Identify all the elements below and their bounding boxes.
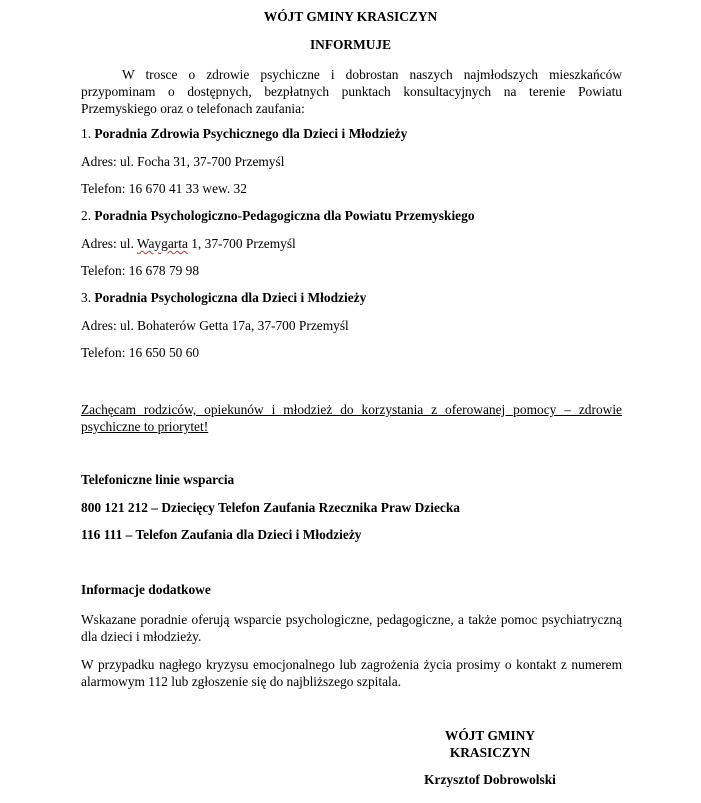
clinic-3-phone: Telefon: 16 650 50 60 — [81, 345, 200, 360]
clinic-3-number: 3. — [81, 290, 92, 305]
clinic-1-heading — [81, 126, 407, 142]
signature-name: Krzysztof Dobrowolski — [424, 772, 556, 787]
document-subtitle: INFORMUJE — [309, 37, 392, 52]
clinic-2-number: 2. — [81, 208, 92, 223]
intro-paragraph: W trosce o zdrowie psychiczne i dobrostan naszych najmłodszych mieszkańców przypominam o dostępnych, bezpłatnych punktach konsultacyjnych na terenie Powiatu Przemyskiego oraz o telefonach zaufania: — [81, 67, 622, 116]
additional-paragraph-1: Wskazane poradnie oferują wsparcie psychologiczne, pedagogiczne, a także pomoc psychiatryczną dla dzieci i młodzieży. — [81, 612, 622, 644]
clinic-1-name: Poradnia Zdrowia Psychicznego dla Dzieci i Młodzieży — [94, 126, 408, 141]
signature-title-line-1: WÓJT GMINY — [444, 728, 536, 743]
clinic-2-phone: Telefon: 16 678 79 98 — [81, 263, 200, 278]
additional-paragraph-2: W przypadku nagłego kryzysu emocjonalnego lub zagrożenia życia prosimy o kontakt z numerem alarmowym 112 lub zgłoszenie się do najbliższego szpitala. — [81, 657, 622, 689]
clinic-3-address: Adres: ul. Bohaterów Getta 17a, 37-700 Przemyśl — [81, 318, 349, 333]
clinic-2-address-street: Waygarta — [136, 236, 188, 251]
clinic-3-heading — [81, 290, 366, 306]
clinic-1-number: 1. — [81, 126, 92, 141]
clinic-2-address — [81, 236, 296, 252]
encouragement-text: Zachęcam rodziców, opiekunów i młodzież do korzystania z oferowanej pomocy – zdrowie psychiczne to priorytet! — [81, 402, 622, 434]
clinic-1-address: Adres: ul. Focha 31, 37-700 Przemyśl — [81, 154, 285, 169]
hotlines-heading: Telefoniczne linie wsparcia — [81, 472, 235, 487]
hotline-2: 116 111 – Telefon Zaufania dla Dzieci i Młodzieży — [81, 527, 362, 542]
clinic-2-name: Poradnia Psychologiczno-Pedagogiczna dla Powiatu Przemyskiego — [94, 208, 475, 223]
additional-heading: Informacje dodatkowe — [81, 582, 211, 597]
clinic-2-address-prefix: Adres: ul. — [81, 236, 137, 251]
clinic-2-heading — [81, 208, 475, 224]
clinic-1-phone: Telefon: 16 670 41 33 wew. 32 — [81, 181, 247, 196]
document-title: WÓJT GMINY KRASICZYN — [263, 9, 438, 24]
hotline-1: 800 121 212 – Dziecięcy Telefon Zaufania Rzecznika Praw Dziecka — [81, 500, 460, 515]
clinic-2-address-suffix: 1, 37-700 Przemyśl — [187, 236, 296, 251]
clinic-3-name: Poradnia Psychologiczna dla Dzieci i Młodzieży — [94, 290, 367, 305]
signature-title-line-2: KRASICZYN — [449, 745, 531, 760]
